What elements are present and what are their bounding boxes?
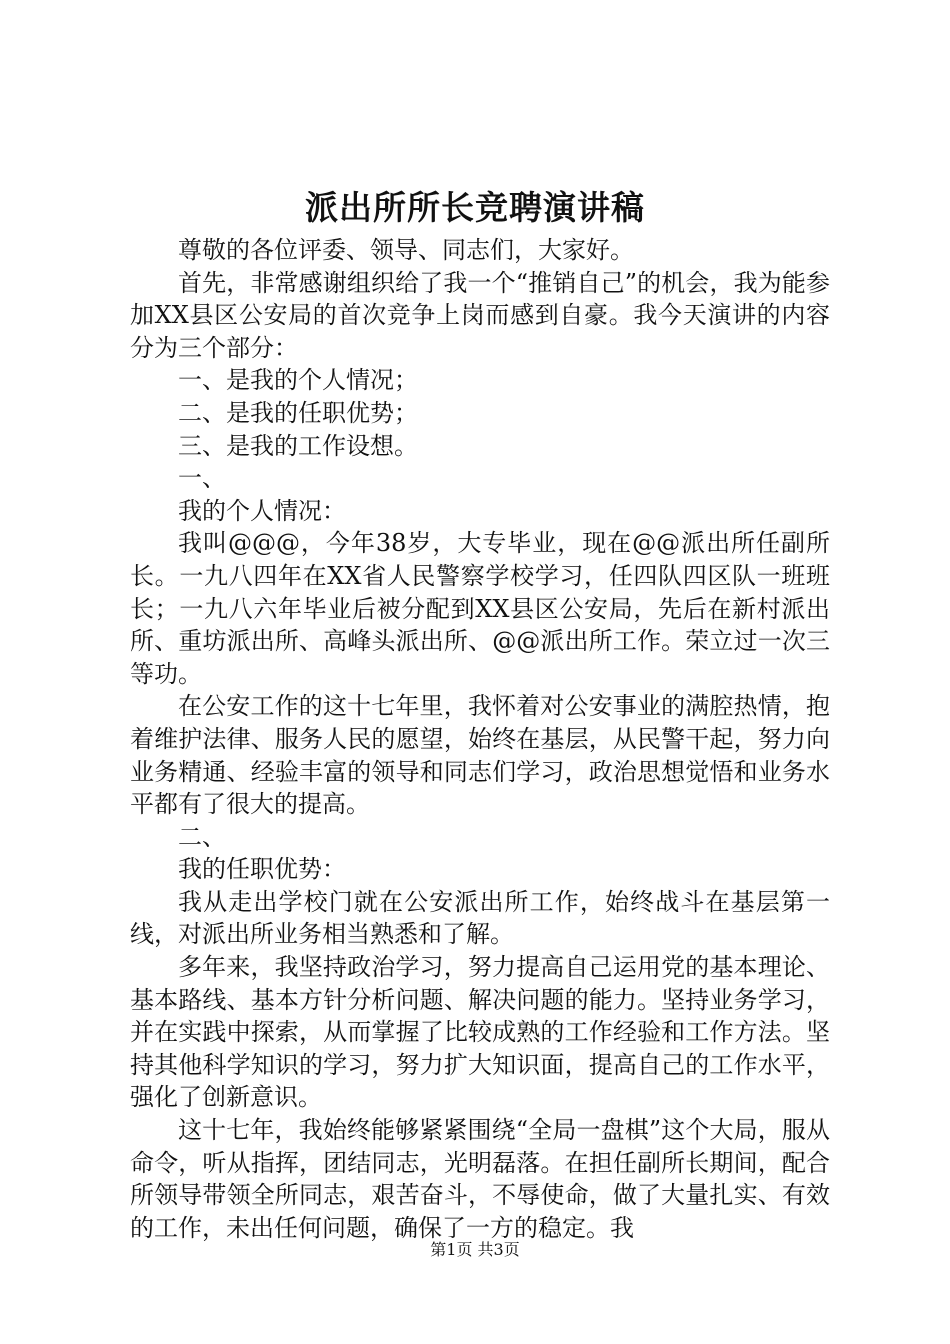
paragraph-intro: 首先，非常感谢组织给了我一个“推销自己”的机会，我为能参加XX县区公安局的首次竞争上岗而感到自豪。我今天演讲的内容分为三个部分：: [130, 268, 830, 362]
outline-item-1: 一、是我的个人情况；: [178, 366, 418, 395]
section-number-2: 二、: [178, 822, 226, 851]
paragraph-personal-info: 我叫@@@，今年38岁，大专毕业，现在@@派出所任副所长。一九八四年在XX省人民警察学校学习，任四队四区队一班班长；一九八六年毕业后被分配到XX县区公安局，先后在新村派出所、重坊派出所、高峰头派出所、@@派出所工作。荣立过一次三等功。: [130, 529, 830, 688]
paragraph-advantage-1: 我从走出学校门就在公安派出所工作，始终战斗在基层第一线，对派出所业务相当熟悉和了解。: [130, 887, 830, 949]
document-body: [130, 234, 830, 1244]
outline-item-2: 二、是我的任职优势；: [178, 398, 418, 427]
paragraph-advantage-3: 这十七年，我始终能够紧紧围绕“全局一盘棋”这个大局，服从命令，听从指挥，团结同志，光明磊落。在担任副所长期间，配合所领导带领全所同志，艰苦奋斗，不辱使命，做了大量扎实、有效的工作，未出任何问题，确保了一方的稳定。我: [130, 1116, 830, 1242]
paragraph-experience: 在公安工作的这十七年里，我怀着对公安事业的满腔热情，抱着维护法律、服务人民的愿望，始终在基层，从民警干起，努力向业务精通、经验丰富的领导和同志们学习，政治思想觉悟和业务水平都有了很大的提高。: [130, 692, 830, 819]
paragraph-advantage-2: 多年来，我坚持政治学习，努力提高自己运用党的基本理论、基本路线、基本方针分析问题、解决问题的能力。坚持业务学习，并在实践中探索，从而掌握了比较成熟的工作经验和工作方法。坚持其他科学知识的学习，努力扩大知识面，提高自己的工作水平，强化了创新意识。: [130, 953, 830, 1112]
paragraph-greeting: 尊敬的各位评委、领导、同志们，大家好。: [178, 236, 634, 264]
page-footer: 第1页 共3页: [430, 1240, 520, 1259]
section-number-1: 一、: [178, 464, 226, 493]
document-title: 派出所所长竞聘演讲稿: [305, 188, 645, 227]
section-heading-1: 我的个人情况：: [178, 496, 346, 525]
outline-item-3: 三、是我的工作设想。: [178, 431, 418, 460]
section-heading-2: 我的任职优势：: [178, 855, 346, 884]
